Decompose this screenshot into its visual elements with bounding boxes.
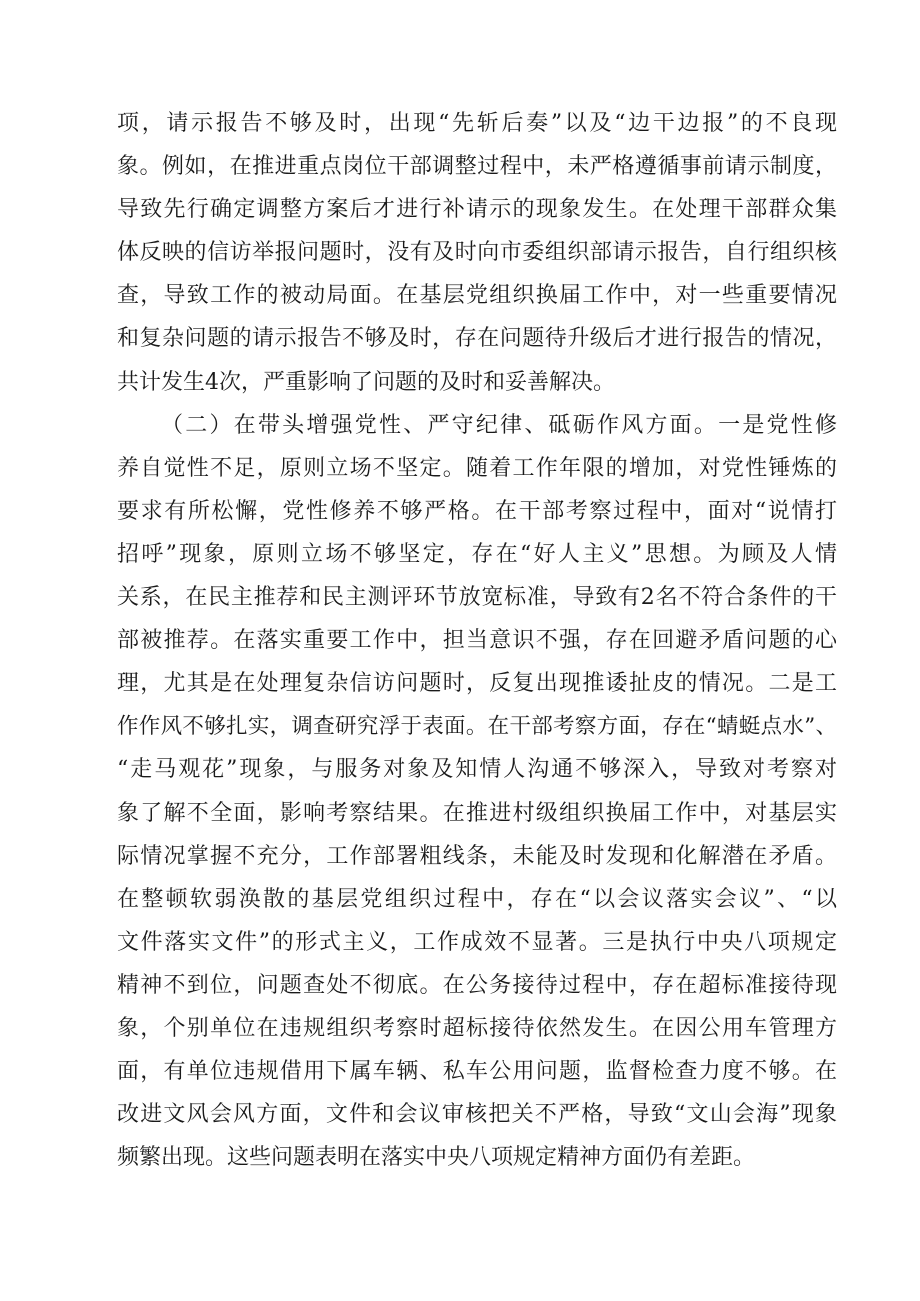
text-line: 象，个别单位在违规组织考察时超标接待依然发生。在因公用车管理方 bbox=[117, 1015, 837, 1041]
text-line: 象了解不全面，影响考察结果。在推进村级组织换届工作中，对基层实 bbox=[117, 800, 837, 826]
text-line: 精神不到位，问题查处不彻底。在公务接待过程中，存在超标准接待现 bbox=[117, 972, 837, 998]
text-line: 关系，在民主推荐和民主测评环节放宽标准，导致有2名不符合条件的干 bbox=[117, 585, 837, 611]
text-line: 文件落实文件”的形式主义，工作成效不显著。三是执行中央八项规定 bbox=[117, 929, 837, 955]
text-line: “走马观花”现象，与服务对象及知情人沟通不够深入，导致对考察对 bbox=[117, 757, 837, 783]
text-line: 导致先行确定调整方案后才进行补请示的现象发生。在处理干部群众集 bbox=[117, 197, 837, 223]
text-line: 在整顿软弱涣散的基层党组织过程中，存在“以会议落实会议”、“以 bbox=[117, 886, 837, 912]
text-line: 理，尤其是在处理复杂信访问题时，反复出现推诿扯皮的情况。二是工 bbox=[117, 671, 837, 697]
text-line: 际情况掌握不充分，工作部署粗线条，未能及时发现和化解潜在矛盾。 bbox=[117, 843, 837, 869]
text-line: 要求有所松懈，党性修养不够严格。在干部考察过程中，面对“说情打 bbox=[117, 498, 837, 524]
section-heading-line: （二）在带头增强党性、严守纪律、砥砺作风方面。一是党性修 bbox=[161, 412, 837, 438]
paragraph-end-line: 频繁出现。这些问题表明在落实中央八项规定精神方面仍有差距。 bbox=[117, 1145, 756, 1171]
text-line: 作作风不够扎实，调查研究浮于表面。在干部考察方面，存在“蜻蜓点水”、 bbox=[117, 714, 837, 740]
text-line: 面，有单位违规借用下属车辆、私车公用问题，监督检查力度不够。在 bbox=[117, 1059, 837, 1085]
text-line: 项，请示报告不够及时，出现“先斩后奏”以及“边干边报”的不良现 bbox=[117, 111, 837, 136]
text-line: 招呼”现象，原则立场不够坚定，存在“好人主义”思想。为顾及人情 bbox=[117, 541, 837, 567]
text-line: 体反映的信访举报问题时，没有及时向市委组织部请示报告，自行组织核 bbox=[117, 240, 837, 266]
text-line: 和复杂问题的请示报告不够及时，存在问题待升级后才进行报告的情况， bbox=[117, 326, 837, 352]
paragraph-end-line: 共计发生4次，严重影响了问题的及时和妥善解决。 bbox=[117, 369, 615, 395]
body-text bbox=[117, 102, 837, 1179]
text-line: 养自觉性不足，原则立场不坚定。随着工作年限的增加，对党性锤炼的 bbox=[117, 455, 837, 481]
text-line: 查，导致工作的被动局面。在基层党组织换届工作中，对一些重要情况 bbox=[117, 283, 837, 309]
text-line: 部被推荐。在落实重要工作中，担当意识不强，存在回避矛盾问题的心 bbox=[117, 628, 837, 654]
text-line: 象。例如，在推进重点岗位干部调整过程中，未严格遵循事前请示制度， bbox=[117, 154, 837, 180]
text-line: 改进文风会风方面，文件和会议审核把关不严格，导致“文山会海”现象 bbox=[117, 1102, 837, 1128]
